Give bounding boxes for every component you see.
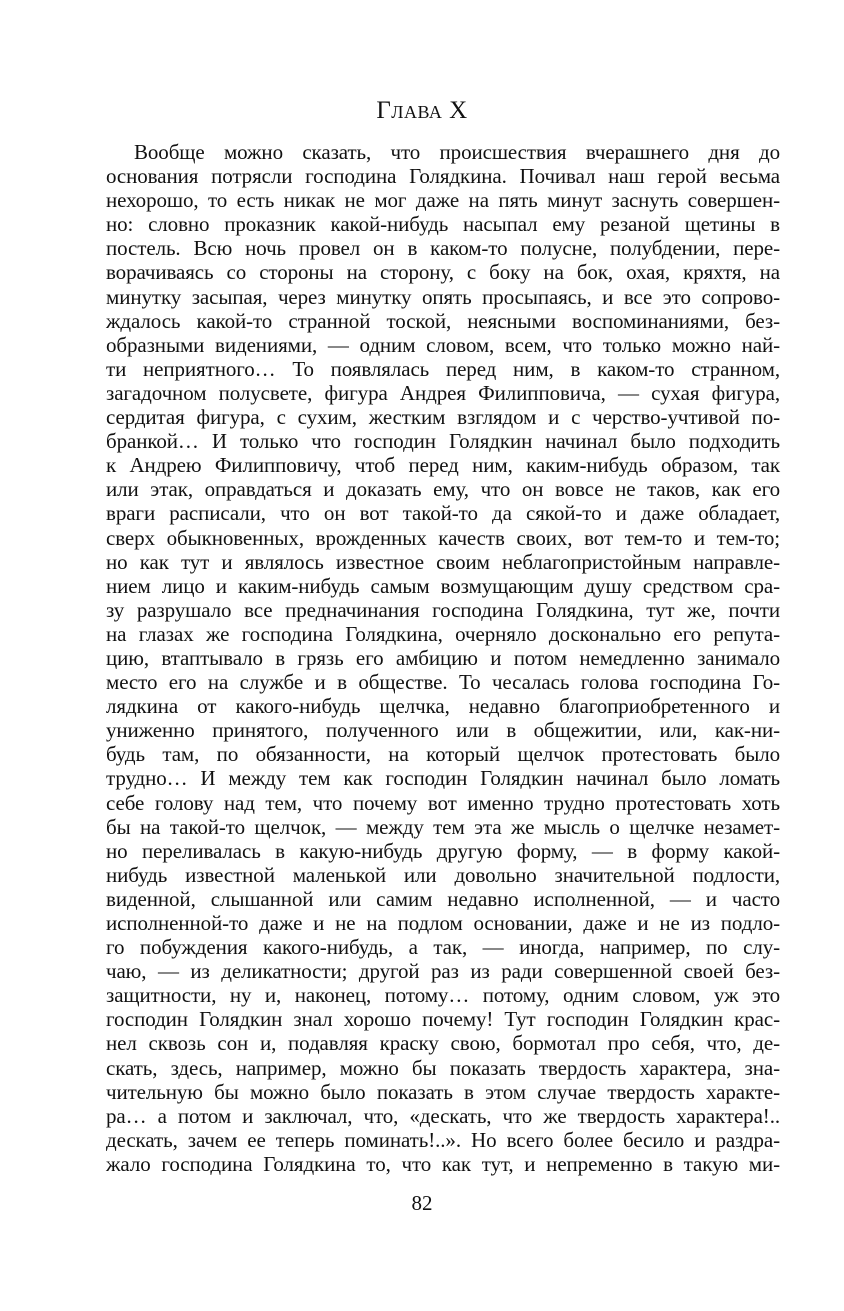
text-line: лядкина от какого-нибудь щелчка, недавно благоприобретенного и bbox=[106, 694, 780, 719]
text-line: Вообще можно сказать, что происшествия вчерашнего дня до bbox=[134, 140, 780, 164]
text-line: исполненной-то даже и не на подлом основании, даже и не из подло- bbox=[106, 911, 780, 935]
text-line: зу разрушало все предначинания господина Голядкина, тут же, почти bbox=[106, 597, 780, 622]
text-line: место его на службе и в обществе. То чесалась голова господина Го- bbox=[106, 670, 780, 695]
text-line: господин Голядкин знал хорошо почему! Тут господин Голядкин крас- bbox=[106, 1007, 780, 1032]
text-line: униженно принятого, полученного или в общежитии, или, как-ни- bbox=[106, 718, 780, 743]
text-line: но: словно проказник какой-нибудь насыпал ему резаной щетины в bbox=[106, 212, 780, 237]
text-line: на глазах же господина Голядкина, очерняло досконально его репута- bbox=[106, 621, 780, 646]
text-line: чаю, — из деликатности; другой раз из ради совершенной своей без- bbox=[106, 959, 780, 984]
text-line: ждалось какой-то странной тоской, неясными воспоминаниями, без- bbox=[106, 308, 780, 333]
text-line: дескать, зачем ее теперь поминать!..». Но всего более бесило и раздра- bbox=[106, 1127, 780, 1152]
text-line: виденной, слышанной или самим недавно исполненной, — и часто bbox=[106, 886, 780, 911]
text-line: цию, втаптывало в грязь его амбицию и потом немедленно занимало bbox=[106, 645, 780, 670]
text-line: постель. Всю ночь провел он в каком-то полусне, полубдении, пере- bbox=[106, 236, 780, 261]
text-line: сверх обыкновенных, врожденных качеств своих, вот тем-то и тем-то; bbox=[106, 525, 780, 550]
text-line: сердитая фигура, с сухим, жестким взглядом и с черство-учтивой по- bbox=[106, 405, 780, 430]
text-line: трудно… И между тем как господин Голядкин начинал было ломать bbox=[106, 766, 780, 791]
body-text bbox=[106, 140, 780, 1176]
text-line: враги расписали, что он вот такой-то да сякой-то и даже обладает, bbox=[106, 501, 780, 526]
text-line: нел сквозь сон и, подавляя краску свою, бормотал про себя, что, де- bbox=[106, 1031, 780, 1056]
text-line: скать, здесь, например, можно бы показать твердость характера, зна- bbox=[106, 1055, 780, 1080]
page-number: 82 bbox=[411, 1191, 433, 1215]
text-line: будь там, по обязанности, на который щелчок протестовать было bbox=[106, 742, 780, 767]
text-line: но переливалась в какую-нибудь другую форму, — в форму какой- bbox=[106, 838, 780, 863]
text-line: основания потрясли господина Голядкина. Почивал наш герой весьма bbox=[106, 164, 780, 189]
text-line: или этак, оправдаться и доказать ему, что он вовсе не таков, как его bbox=[106, 477, 780, 502]
text-line: бранкой… И только что господин Голядкин начинал было подходить bbox=[106, 429, 780, 454]
text-line: ворачиваясь со стороны на сторону, с боку на бок, охая, кряхтя, на bbox=[106, 260, 780, 285]
text-line: нехорошо, то есть никак не мог даже на пять минут заснуть совершен- bbox=[106, 188, 780, 213]
text-line: себе голову над тем, что почему вот именно трудно протестовать хоть bbox=[106, 790, 780, 815]
chapter-title: Глава X bbox=[376, 97, 468, 124]
text-line: загадочном полусвете, фигура Андрея Филипповича, — сухая фигура, bbox=[106, 380, 780, 405]
text-line: нибудь известной маленькой или довольно значительной подлости, bbox=[106, 862, 780, 887]
text-line: минутку засыпая, через минутку опять просыпаясь, и все это сопрово- bbox=[106, 284, 780, 309]
text-line: жало господина Голядкина то, что как тут, и непременно в такую ми- bbox=[106, 1151, 780, 1176]
text-line: го побуждения какого-нибудь, а так, — иногда, например, по слу- bbox=[106, 935, 780, 960]
text-line: ти неприятного… То появлялась перед ним, в каком-то странном, bbox=[106, 356, 780, 381]
text-line: защитности, ну и, наконец, потому… потому, одним словом, уж это bbox=[106, 983, 780, 1008]
text-line: образными видениями, — одним словом, всем, что только можно най- bbox=[106, 332, 780, 357]
text-line: чительную бы можно было показать в этом случае твердость характе- bbox=[106, 1079, 780, 1104]
text-line: но как тут и являлось известное своим неблагопристойным направле- bbox=[106, 549, 780, 574]
text-line: нием лицо и каким-нибудь самым возмущающим душу средством сра- bbox=[106, 573, 780, 598]
text-line: ра… а потом и заключал, что, «дескать, что же твердость характера!.. bbox=[106, 1103, 780, 1128]
text-line: бы на такой-то щелчок, — между тем эта же мысль о щелчке незамет- bbox=[106, 814, 780, 839]
text-line: к Андрею Филипповичу, чтоб перед ним, каким-нибудь образом, так bbox=[106, 453, 780, 478]
